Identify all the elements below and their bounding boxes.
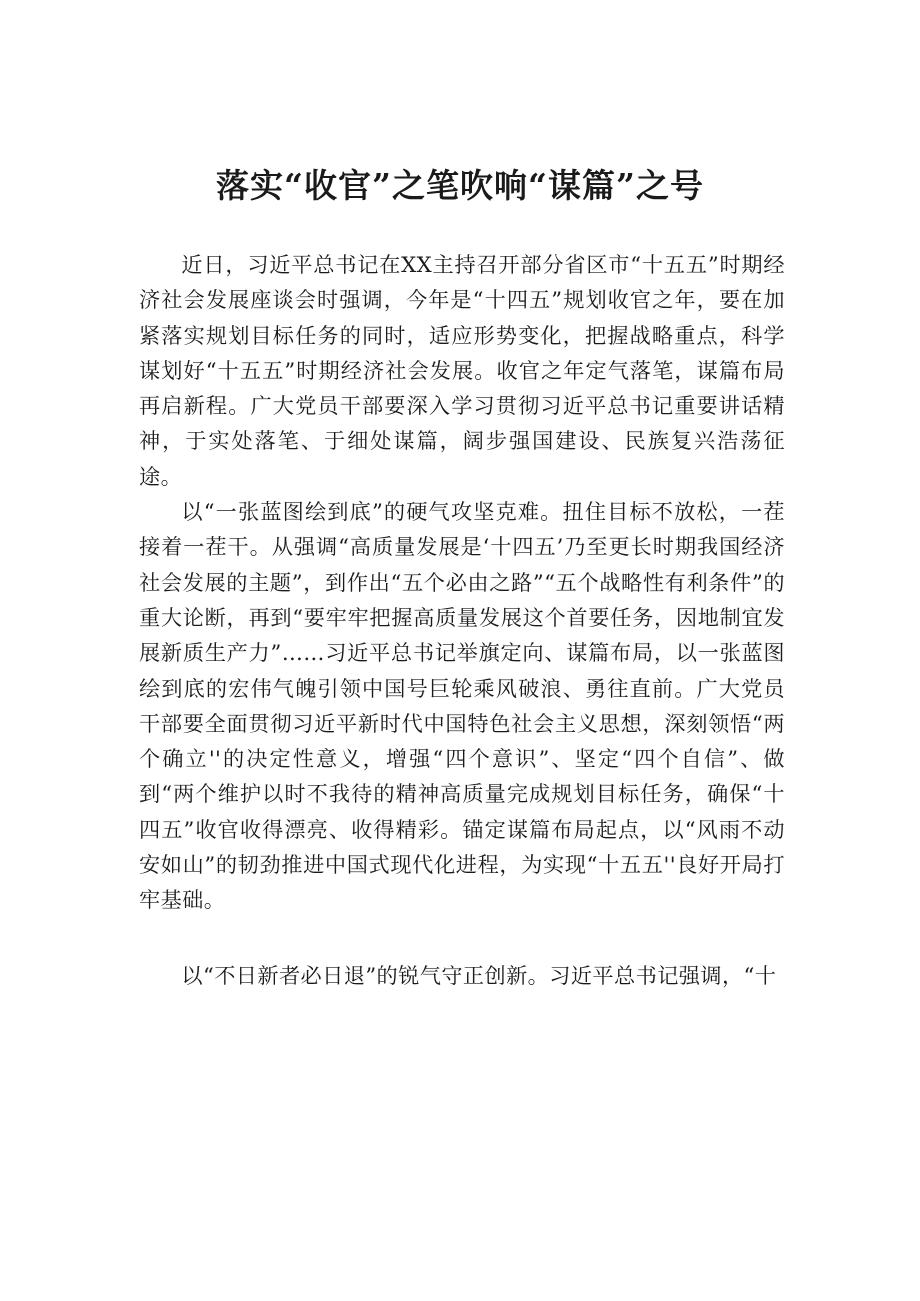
- document-title: 落实“收官”之笔吹响“谋篇”之号: [216, 166, 704, 206]
- paragraph-1: 近日，习近平总书记在XX主持召开部分省区市“十五五”时期经济社会发展座谈会时强调，今年是“十四五”规划收官之年，要在加紧落实规划目标任务的同时，适应形势变化，把握战略重点，科学谋划好“十五五”时期经济社会发展。收官之年定气落笔，谋篇布局再启新程。广大党员干部要深入学习贯彻习近平总书记重要讲话精神，于实处落笔、于细处谋篇，阔步强国建设、民族复兴浩荡征途。: [139, 252, 785, 489]
- document-body: [139, 247, 785, 993]
- paragraph-2: 以“一张蓝图绘到底”的硬气攻坚克难。扭住目标不放松，一茬接着一茬干。从强调“高质量发展是‘十四五’乃至更长时期我国经济社会发展的主题”，到作出“五个必由之路”“五个战略性有利条件”的重大论断，再到“要牢牢把握高质量发展这个首要任务，因地制宜发展新质生产力”……习近平总书记举旗定向、谋篇布局，以一张蓝图绘到底的宏伟气魄引领中国号巨轮乘风破浪、勇往直前。广大党员干部要全面贯彻习近平新时代中国特色社会主义思想，深刻领悟“两个确立''的决定性意义，增强“四个意识”、坚定“四个自信”、做到“两个维护以时不我待的精神高质量完成规划目标任务，确保“十四五”收官收得漂亮、收得精彩。锚定谋篇布局起点，以“风雨不动安如山”的韧劲推进中国式现代化进程，为实现“十五五''良好开局打牢基础。: [139, 499, 785, 913]
- paragraph-3: 以“不日新者必日退”的锐气守正创新。习近平总书记强调，“十: [181, 962, 777, 988]
